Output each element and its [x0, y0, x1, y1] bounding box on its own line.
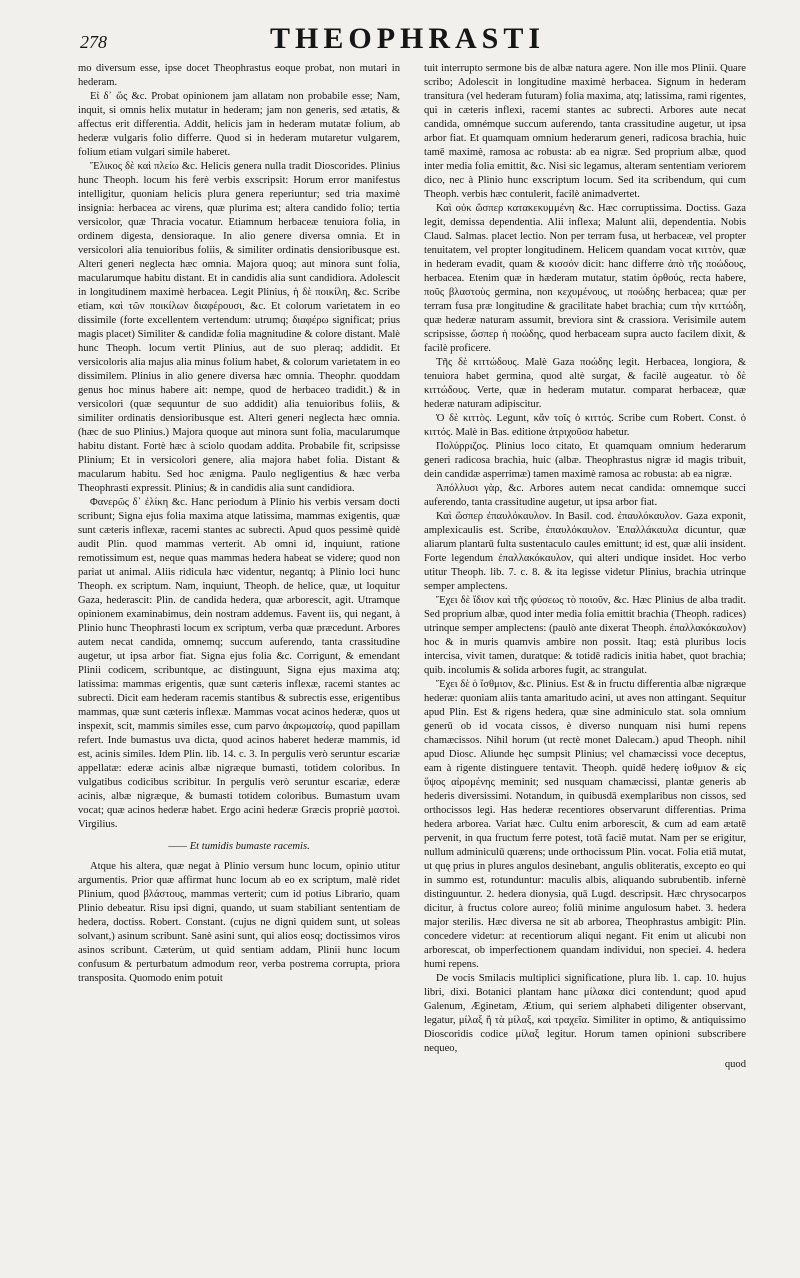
running-title: THEOPHRASTI — [270, 22, 546, 55]
paragraph: Ἀπόλλυσι γὰρ, &c. Arbores autem necat candida: omnemque succi auferendo, tanta crassitudine augetur, ut ipsa arbor fiat. — [424, 483, 746, 508]
paragraph: Ἔλικος δὲ καὶ πλείω &c. Helicis genera nulla tradit Dioscorides. Plinius hunc Theoph. locum his ferè verbis exscripsit: Horum error manifestus intelligitur, quoniam helicis plura genera reperiuntur; sed tria maximè insignia: herbacea ac virens, quæ plurima est; altera candido folio; tertia versicolor, quæ Thracia vocatur. Etiamnum herbaceæ tenuiora folia, in ordinem digesta, densioraque. In alio genere diversa omnia. Et in versicolori alia tenuioribus foliis, & similiter ordinatis densioribusque est. Alteri generi neglecta hæc omnia. Majora quoq; aut minora sunt folia, macularumque habitu distant. Et in candidis alia sunt candidiora. Adolescit in longitudinem maximè herbacea. Legit Plinius, ἡ δὲ ποικίλη, &c. Scribe etiam, καὶ τῶν ποικίλων διαφέρουσι, &c. Et colorum varietatem in eo dissimile (forte excellentem vertendum: utrumq; διαφέρω significat; prius magis placet) Similiter & candidæ folia magnitudine & colore distant. Malè hunc Theoph. locum vertit Plinius, aut de suo pleraq; addidit. Et versicoloris alia majus alia minus folium habet, & colorum varietatem in eo dissimilem. Plinius in alio genere diversa hæc omnia. Theophr. quoddam genus hoc minus habere ait: nempe, quod de herbaceo tradidit.) & in versicolori (quæ sequuntur de suo addidit) alia tenuioribus foliis, & similiter ordinatis densioribusque est. Alteri generi neglecta hæc omnia. (hæc de suo Plinius.) Majora quoque aut minora sunt folia, macularumque habitu distant. Fortè hæc à sciolo quodam addita. Probabile fit, scripsisse Plinium; Et in versicolori genere, alia majora habet folia. Distant & macularum habitu. Sed hoc ænigma. Paulo negligentius & hæc verba Theophrasti expressit. Plinius; & in candidis alia sunt candidiora. — [78, 161, 400, 494]
verse-quotation: —— Et tumidis bumaste racemis. — [168, 841, 310, 852]
paragraph: Εἰ δ᾽ ὥς &c. Probat opinionem jam allatam non probabile esse; Nam, inquit, si omnis helix mutatur in hederam; jam non generis, sed ætatis, & affectus erit differentia. Addit, helicis jam in hederam mutatæ folium, ab hederæ vulgaris folio differre. Quod si in hederam mutaretur vulgarem, folium etiam vulgari simile haberet. — [78, 91, 400, 158]
paragraph: Atque his altera, quæ negat à Plinio versum hunc locum, opinio utitur argumentis. Prior quæ affirmat hunc locum ab eo ex scriptum, malè ridet Plinium, quod βλάστους, mammas verterit; cum id potius Librario, quam Plinio debeatur. Risu ipsi digni, quando, ut suam stabiliant sententiam de hedera, doctiss. Robert. Constant. (cujus ne digni quidem sunt, ut soleas solvant,) asinum scribunt. Sanè asini sunt, qui alios eosq; doctissimos viros asinos scribunt. Cæterùm, ut quid sentiam addam, Plinii hunc locum confusum & perturbatum admodum reor, verba postrema corrupta, priora transposita. Quomodo enim potuit — [78, 861, 400, 984]
catchword: quod — [724, 1059, 746, 1070]
paragraph: Ὁ δὲ κιττὸς. Legunt, κἂν τοῖς ὁ κιττός. Scribe cum Robert. Const. ὁ κιττός. Malè in Bas. editione ἀτριχοῦσα habetur. — [424, 413, 746, 438]
text-columns — [78, 62, 746, 1272]
paragraph: Πολύρριζος. Plinius loco citato, Et quamquam omnium hederarum generi radicosa brachia, huic (albæ. Theophrastus nigræ id magis tribuit, dein candidæ asperrimæ) tamen maximè ramosa ac robusta: ab ea nigræ. — [424, 441, 746, 480]
page-number: 278 — [80, 32, 107, 52]
paragraph: De vocis Smilacis multiplici significatione, plura lib. 1. cap. 10. hujus libri, dixi. Botanici plantam hanc μίλακα dici contendunt; quod apud Galenum, Æginetam, Ætium, qui seriem alphabeti diligenter observant, legatur, μίλαξ ἢ τὰ μίλαξ, καὶ τραχεῖα. Similiter in optimo, & antiquissimo Dioscoridis codice μίλαξ legitur. Horum tamen opinioni subscribere nequeo, — [424, 973, 746, 1054]
page-header — [80, 14, 740, 58]
paragraph: Καὶ οὐκ ὥσπερ κατακεκυμμένη &c. Hæc corruptissima. Doctiss. Gaza legit, demissa dependentia. Alii inflexa; Malunt alii, dependentia. Nobis Claud. Salmas. placet lectio. Non per terram fusa, ut herbaceæ, vel propter tenuitatem, vel propter longitudinem. Helicem quandam vocat κιττὸν, quæ in hederam evadit, quam & κισσόν dicit: hanc differre ἀπὸ τῆς ποώδους, herbacea. Etenim quæ in hæderam mutatur, statim ὀρθούς, recta habere, ποῦς βλαστοὺς germina, non κεχυμένους, ut ποώδης herbacea; quæ per terram fusa præ longitudine & gracilitate habet brachia; cum τὴν κιττώδη, quæ hederæ naturam assumit, breviora sint & crassiora. Verisimile autem scripsisse, ὥσπερ ἡ ποώδης, quod herbaceam supra aucto facilem dixit, & facilè proficere. — [424, 203, 746, 354]
paragraph: mo diversum esse, ipse docet Theophrastus eoque probat, non mutari in hederam. — [78, 63, 400, 88]
paragraph: Ἔχει δὲ ἴδιον καὶ τῆς φύσεως τὸ ποιοῦν, &c. Hæc Plinius de alba tradit. Sed proprium albæ, quod inter media folia emittit brachia (Theoph. radices) utrinque semper amplectens: (paulò ante dixerat Theoph. ἐπαλλακόκαυλον) hoc & in muris quamvis ambire non possit. Itaq; està pluribus locis intercisa, vivit tamen, duratque: & totidē radicis initia habet, quot brachia; quib. incolumis & solida arbores fugit, ac strangulat. — [424, 595, 746, 676]
paragraph: Ἔχει δὲ ὁ ἴσθμιον, &c. Plinius. Est & in fructu differentia albæ nigræque hederæ: quoniam aliis tanta amaritudo acini, ut aves non attingant. Sequitur apud Plin. Est & rigens hedera, quæ sine adminiculo stat. sola omnium generū ob id vocata cissos, è diverso nunquam nisi humi repens chamæcissos. Nihil horum (ut rectè monet Dalecam.) apud Theoph. nihil apud Diosc. Aliunde hęc sumpsit Plinius; vel chamæcissi voce deceptus, eam à rigente distinguere tentavit. Theoph. quidē hederę ἰσθμιον & εἰς ὕψος αἰρομένης meminit; sed nusquam chamæcissi, plantæ generis ab hederis diversissimi. Notandum, in quibusdā exemplaribus non cissos, sed orthocissos legi. Has hederæ recentiores observarunt differentias. Prima hedera arborea. Variat hæc. Cultu enim arborescit, & cum ad eam ætatē pervenit, in qua fructum ferre potest, totā faciē mutat. Nam per se erigitur, nullum adminiculū quærens; unde orthocissum Plin. vocat. Folia etiā mutat, ut quę prius in plures angulos desinebant, angulis obliteratis, excepto eo qui in summo est, rotunduntur: maculis albis, aliquando subrubentib. infernè distinguuntur. 2. hedera dionysia, quā Lugd. descripsit. Hæc chrysocarpos dicitur, à fructus colore aureo; foliū minime angulosum habet. 3. hedera major sterilis. Hæc diversa ne sit ab arborea, Theophrastus ambigit: Plin. concedere videtur: at recentiorum aliqui negant. Fit enim ut alicubi non arborescat, ob imperfectionem quandam individui, non speciei. 4. hedera humi repens. — [424, 679, 746, 970]
right-column — [424, 62, 746, 1272]
paragraph: tuit interrupto sermone bis de albæ natura agere. Non ille mos Plinii. Quare scribo; Adolescit in longitudine maximè herbacea. Signum in hederam transitura (vel hederam futuram) folia maxima, atq; latissima, rami rigentes, qui in cæteris inflexi, racemi stantes ac subrecti. Arbores aute necat candida, omnémque succum auferendo, tanta crassitudine augetur, ut ipsa arbor fiat. Et quamquam omnium hederarum generi, radicosa brachia, huic tamē maximè, ramosa ac robusta: ab ea nigræ. Sed proprium albæ, quod inter media folia emittit, &c. Nisi sic legamus, alteram sententiam veriorem dico, nec à Plinio hunc exscriptum locum. Sed ita scribendum, qui cum Theoph. verbis hæc contulerit, facilè animadvertet. — [424, 63, 746, 200]
paragraph: Φανερῶς δ᾽ ἐλίκη &c. Hanc periodum à Plinio his verbis versam docti scribunt; Signa ejus folia maxima atque latissima, mammas exigentis, quæ sunt cæteris inflexæ, racemi stantes ac subrecti. Apud quos pessimè quidè audit Plin. quod mammas verterit. Ab omni id, inquiunt, ratione remotissimum est, neque quas mammas hedera habeat se videre; quod non pariat ut animal. Aliis ridicula hæc videntur, negantq; à Plinio loci hunc Theoph. ex scriptum. Nam, inquiunt, Theoph. de helice, quæ, ut loquitur Gaza, hederascit: Plin. de candida hedera, quæ arborescit, agit. Utramque opinionem examinabimus, dein nostram addemus. Favent iis, qui negant, à Plinio hunc Theophrasti locum ex scriptum, verba quæ præcedunt. Arbores autem necat candida, omnemq; succum auferendo, tanta crassitudine augetur, ut ipsa arbor fiat. Signa ejus folia &c. Corrigunt, & emendant Plinii codicem, scribuntque, ac distinguunt, Signa ejus maxima atq; latissima: mammas erigentis, quæ sunt cæteris inflexæ, racemi stantes ac subrecti. Dicit eam hederam racemis stantibus & subrectis esse, erigentibus mammas, quæ sunt cæteris inflexæ. Mammas vocat acinos hederæ, quos ut inspexit, scit, mammis similes esse, cum parvo ἀκρωμασίῳ, quod papillam refert. Inde bumastus uva dicta, quod acinos haberet hederæ mammis, id est, acinis similes. Idem Plin. lib. 14. c. 3. In pergulis verò seruntur escariæ appellatæ: ederæ acinis albæ nigræque bumasti, totidem coloribus. In vulgatibus codicibus scribitur. In pergulis verò seruntur escariæ, ederæ acinis, albæ nigræque, & bumasti totidem coloribus. Bumastum uvam vocat; quæ acinos hederæ habet. Ergo acini hederæ Græcis propriè μαστοὶ. Virgilius. — [78, 497, 400, 830]
left-column — [78, 62, 400, 1272]
paragraph: Τῆς δὲ κιττώδους. Malè Gaza ποώδης legit. Herbacea, longiora, & tenuiora habet germina, quod altè surgat, & facilè augeatur. τὸ δὲ κιττώδους. Verte, quæ in hederam mutatur. comparat herbaceæ, quæ hederæ naturam adipiscitur. — [424, 357, 746, 410]
paragraph: Καὶ ὥσπερ ἐπαυλόκαυλον. In Basil. cod. ἐπαυλόκαυλον. Gaza exponit, amplexicaulis est. Scribe, ἐπαυλόκαυλον. Ἐπαλλάκαυλα dicuntur, quæ aliarum plantarū fulta sustentaculo caules emittunt; id est, quæ alii insident. Forte legendum ἐπαλλακόκαυλον, qui alteri undique insidet. Hoc verbo utitur Theoph. lib. 7. c. 8. & ita legisse videtur Plinius, brachia utrinque semper amplectens. — [424, 511, 746, 592]
